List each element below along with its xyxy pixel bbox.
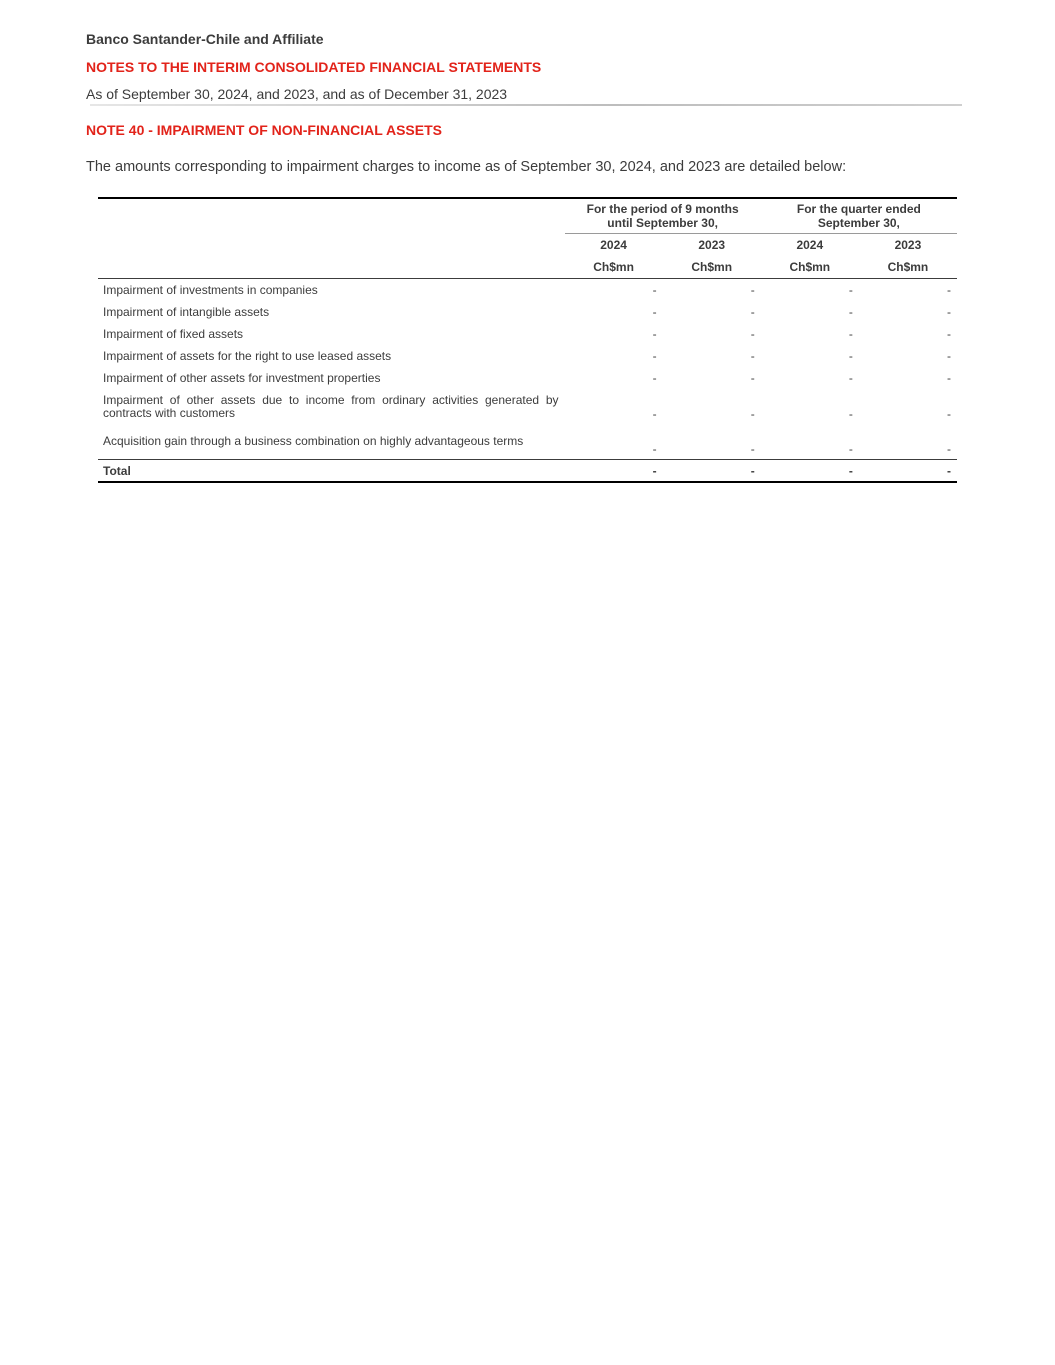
year-header: 2023	[698, 238, 726, 252]
company-name: Banco Santander-Chile and Affiliate	[86, 31, 324, 47]
year-header: 2023	[894, 238, 922, 252]
row-value: -	[750, 407, 755, 421]
row-value: -	[750, 349, 755, 363]
table-row	[98, 301, 957, 323]
total-value: -	[859, 460, 957, 483]
row-value: -	[652, 442, 657, 456]
row-value: -	[652, 407, 657, 421]
unit-header: Ch$mn	[663, 256, 761, 279]
note-intro: The amounts corresponding to impairment charges to income as of September 30, 2024, and 2023 are detailed below:	[86, 159, 847, 175]
row-value: -	[652, 349, 657, 363]
row-value: -	[750, 305, 755, 319]
table-row	[98, 345, 957, 367]
row-value: -	[848, 442, 853, 456]
header-blank	[98, 198, 565, 234]
total-label: Total	[98, 460, 565, 483]
unit-header: Ch$mn	[859, 256, 957, 279]
row-value: -	[652, 327, 657, 341]
total-value: -	[761, 460, 859, 483]
header-divider	[90, 104, 962, 106]
row-value: -	[947, 442, 951, 456]
unit-header: Ch$mn	[761, 256, 859, 279]
year-header: 2024	[796, 238, 824, 252]
row-value: -	[848, 371, 853, 385]
row-label: Acquisition gain through a business combination on highly advantageous terms	[103, 434, 524, 448]
row-value: -	[848, 283, 853, 297]
group-header-line: For the quarter ended	[796, 202, 921, 216]
row-value: -	[750, 327, 755, 341]
table-row	[98, 367, 957, 389]
table-row	[98, 389, 957, 424]
row-label: Impairment of other assets for investment properties	[103, 371, 381, 385]
row-value: -	[848, 407, 853, 421]
year-header: 2024	[600, 238, 627, 252]
note-title: NOTE 40 - IMPAIRMENT OF NON-FINANCIAL ASSETS	[86, 122, 442, 138]
row-value: -	[652, 371, 657, 385]
as-of-date: As of September 30, 2024, and 2023, and as of December 31, 2023	[86, 86, 508, 102]
row-label: Impairment of intangible assets	[103, 305, 270, 319]
total-value: -	[663, 460, 761, 483]
row-value: -	[750, 442, 755, 456]
group-header-nine-months	[565, 198, 761, 234]
total-row	[98, 460, 957, 483]
unit-header: Ch$mn	[565, 256, 663, 279]
row-value: -	[947, 327, 951, 341]
table-row	[98, 279, 957, 302]
row-label: Impairment of assets for the right to use leased assets	[103, 349, 392, 363]
row-value: -	[947, 283, 951, 297]
total-value: -	[565, 460, 663, 483]
group-header-line: September 30,	[817, 216, 900, 230]
table-row	[98, 424, 957, 460]
table-row	[98, 323, 957, 345]
row-value: -	[947, 305, 951, 319]
header-blank	[98, 234, 565, 257]
group-header-quarter	[761, 198, 957, 234]
row-value: -	[750, 371, 755, 385]
row-value: -	[947, 407, 951, 421]
row-value: -	[848, 349, 853, 363]
row-label: Impairment of other assets due to income from ordinary activities generated by contracts with customers	[103, 392, 559, 420]
notes-title: NOTES TO THE INTERIM CONSOLIDATED FINANCIAL STATEMENTS	[86, 59, 542, 75]
header-blank	[98, 256, 565, 279]
row-value: -	[848, 327, 853, 341]
row-value: -	[947, 371, 951, 385]
group-header-line: For the period of 9 months	[586, 202, 739, 216]
row-value: -	[848, 305, 853, 319]
row-label: Impairment of fixed assets	[103, 327, 244, 341]
group-header-line: until September 30,	[607, 216, 718, 230]
impairment-table	[98, 197, 957, 483]
row-value: -	[750, 283, 755, 297]
row-value: -	[652, 283, 657, 297]
row-value: -	[652, 305, 657, 319]
row-label: Impairment of investments in companies	[103, 283, 318, 297]
row-value: -	[947, 349, 951, 363]
